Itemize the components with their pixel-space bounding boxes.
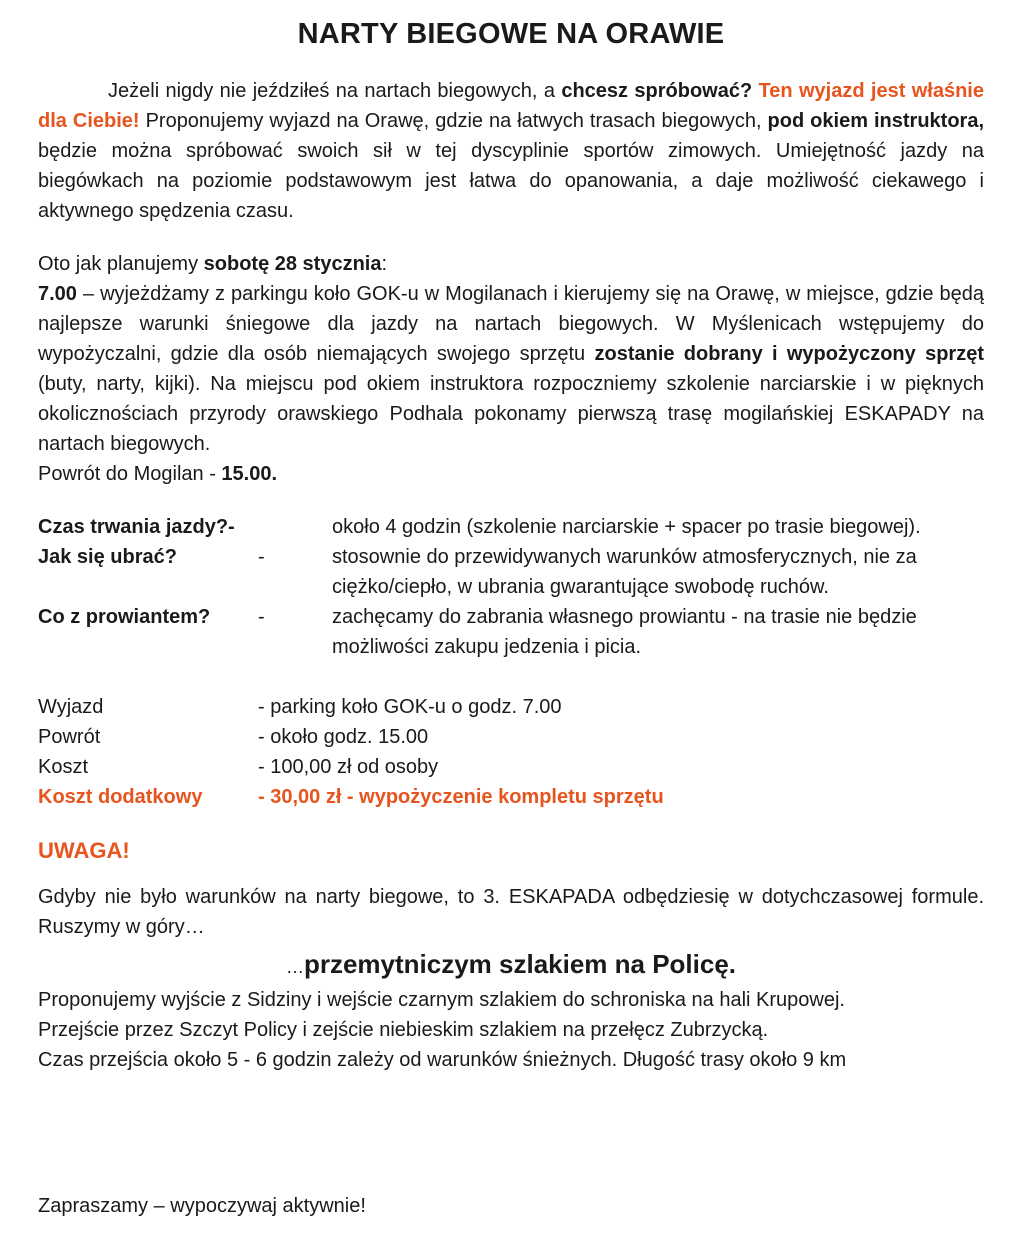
faq-section — [38, 512, 984, 662]
closing-invitation: Zapraszamy – wypoczywaj aktywnie! — [38, 1195, 366, 1217]
page-title: NARTY BIEGOWE NA ORAWIE — [297, 18, 725, 50]
trip-value: - 100,00 zł od osoby — [258, 756, 439, 778]
plan-heading-text: Oto jak planujemy — [38, 253, 204, 275]
plan-section — [38, 249, 984, 489]
plan-colon: : — [381, 253, 388, 275]
intro-bold-instructor: pod okiem instruktora, — [767, 110, 984, 132]
plan-date: sobotę 28 stycznia — [203, 253, 382, 275]
faq-dash: - — [258, 546, 265, 568]
trip-row — [38, 722, 984, 752]
subhead-ellipsis: … — [285, 957, 304, 977]
trip-row — [38, 692, 984, 722]
faq-answer: około 4 godzin (szkolenie narciarskie + spacer po trasie biegowej). — [332, 516, 921, 538]
alternative-paragraph: Gdyby nie było warunków na narty biegowe, to 3. ESKAPADA odbędziesię w dotychczasowej formule. Ruszymy w góry… — [38, 886, 984, 938]
trip-label: Wyjazd — [38, 696, 104, 718]
plan-text-2: (buty, narty, kijki). Na miejscu pod okiem instruktora rozpoczniemy szkolenie narciarskie i w pięknych okolicznościach przyrody orawskiego Podhala pokonamy pierwszą trasę mogilańskiej ESKAPADY na nartach biegowych. — [38, 373, 984, 455]
subhead-text: przemytniczym szlakiem na Policę. — [303, 949, 737, 979]
faq-dash — [258, 512, 332, 542]
plan-paragraph — [38, 279, 984, 459]
trip-label: Koszt dodatkowy — [38, 786, 203, 808]
intro-text-3: będzie można spróbować swoich sił w tej dyscyplinie sportów zimowych. Umiejętność jazdy na biegówkach na poziomie podstawowym jest łatwa do opanowania, a daje możliwość ciekawego i aktywnego spędzenia czasu. — [38, 140, 984, 222]
trip-value: - parking koło GOK-u o godz. 7.00 — [258, 696, 562, 718]
plan-heading — [38, 249, 984, 279]
trip-value: - około godz. 15.00 — [258, 726, 429, 748]
trip-label: Koszt — [38, 756, 89, 778]
warning-heading: UWAGA! — [38, 838, 130, 863]
faq-question: Czas trwania jazdy?- — [38, 516, 235, 538]
faq-answer: stosownie do przewidywanych warunków atmosferycznych, nie za ciężko/ciepło, w ubrania gwarantujące swobodę ruchów. — [332, 546, 917, 598]
trip-label: Powrót — [38, 726, 101, 748]
route-line: Czas przejścia około 5 - 6 godzin zależy od warunków śnieżnych. Długość trasy około 9 km — [38, 1049, 847, 1071]
route-line: Proponujemy wyjście z Sidziny i wejście czarnym szlakiem do schroniska na hali Krupowej. — [38, 989, 845, 1011]
plan-return — [38, 459, 984, 489]
faq-row — [38, 512, 984, 542]
intro-paragraph — [38, 76, 984, 226]
intro-text-2: Proponujemy wyjazd na Orawę, gdzie na łatwych trasach biegowych, — [139, 110, 768, 132]
faq-question: Jak się ubrać? — [38, 546, 177, 568]
trip-row — [38, 752, 984, 782]
faq-row — [38, 542, 984, 602]
faq-dash: - — [258, 606, 265, 628]
plan-return-text: Powrót do Mogilan - — [38, 463, 222, 485]
alternative-route-heading — [38, 946, 984, 985]
faq-question: Co z prowiantem? — [38, 606, 211, 628]
intro-text-1: Jeżeli nigdy nie jeździłeś na nartach biegowych, a — [108, 80, 562, 102]
trip-details — [38, 692, 984, 812]
intro-highlight: Ten wyjazd jest właśnie dla Ciebie! — [38, 80, 984, 132]
trip-row-extra-cost — [38, 782, 984, 812]
intro-bold-question: chcesz spróbować? — [561, 80, 753, 102]
route-line: Przejście przez Szczyt Policy i zejście niebieskim szlakiem na przełęcz Zubrzycką. — [38, 1019, 769, 1041]
plan-text-1: – wyjeżdżamy z parkingu koło GOK-u w Mogilanach i kierujemy się na Orawę, w miejsce, gdzie będą najlepsze warunki śniegowe dla jazdy na nartach biegowych. W Myślenicach wstępujemy do wypożyczalni, gdzie dla osób niemających swojego sprzętu — [38, 283, 984, 365]
plan-bold-equipment: zostanie dobrany i wypożyczony sprzęt — [594, 343, 984, 365]
plan-departure-time: 7.00 — [38, 283, 77, 305]
trip-value: - 30,00 zł - wypożyczenie kompletu sprzętu — [258, 786, 664, 808]
plan-return-time: 15.00. — [221, 463, 278, 485]
faq-answer: zachęcamy do zabrania własnego prowiantu - na trasie nie będzie możliwości zakupu jedzenia i picia. — [332, 606, 917, 658]
faq-row — [38, 602, 984, 662]
